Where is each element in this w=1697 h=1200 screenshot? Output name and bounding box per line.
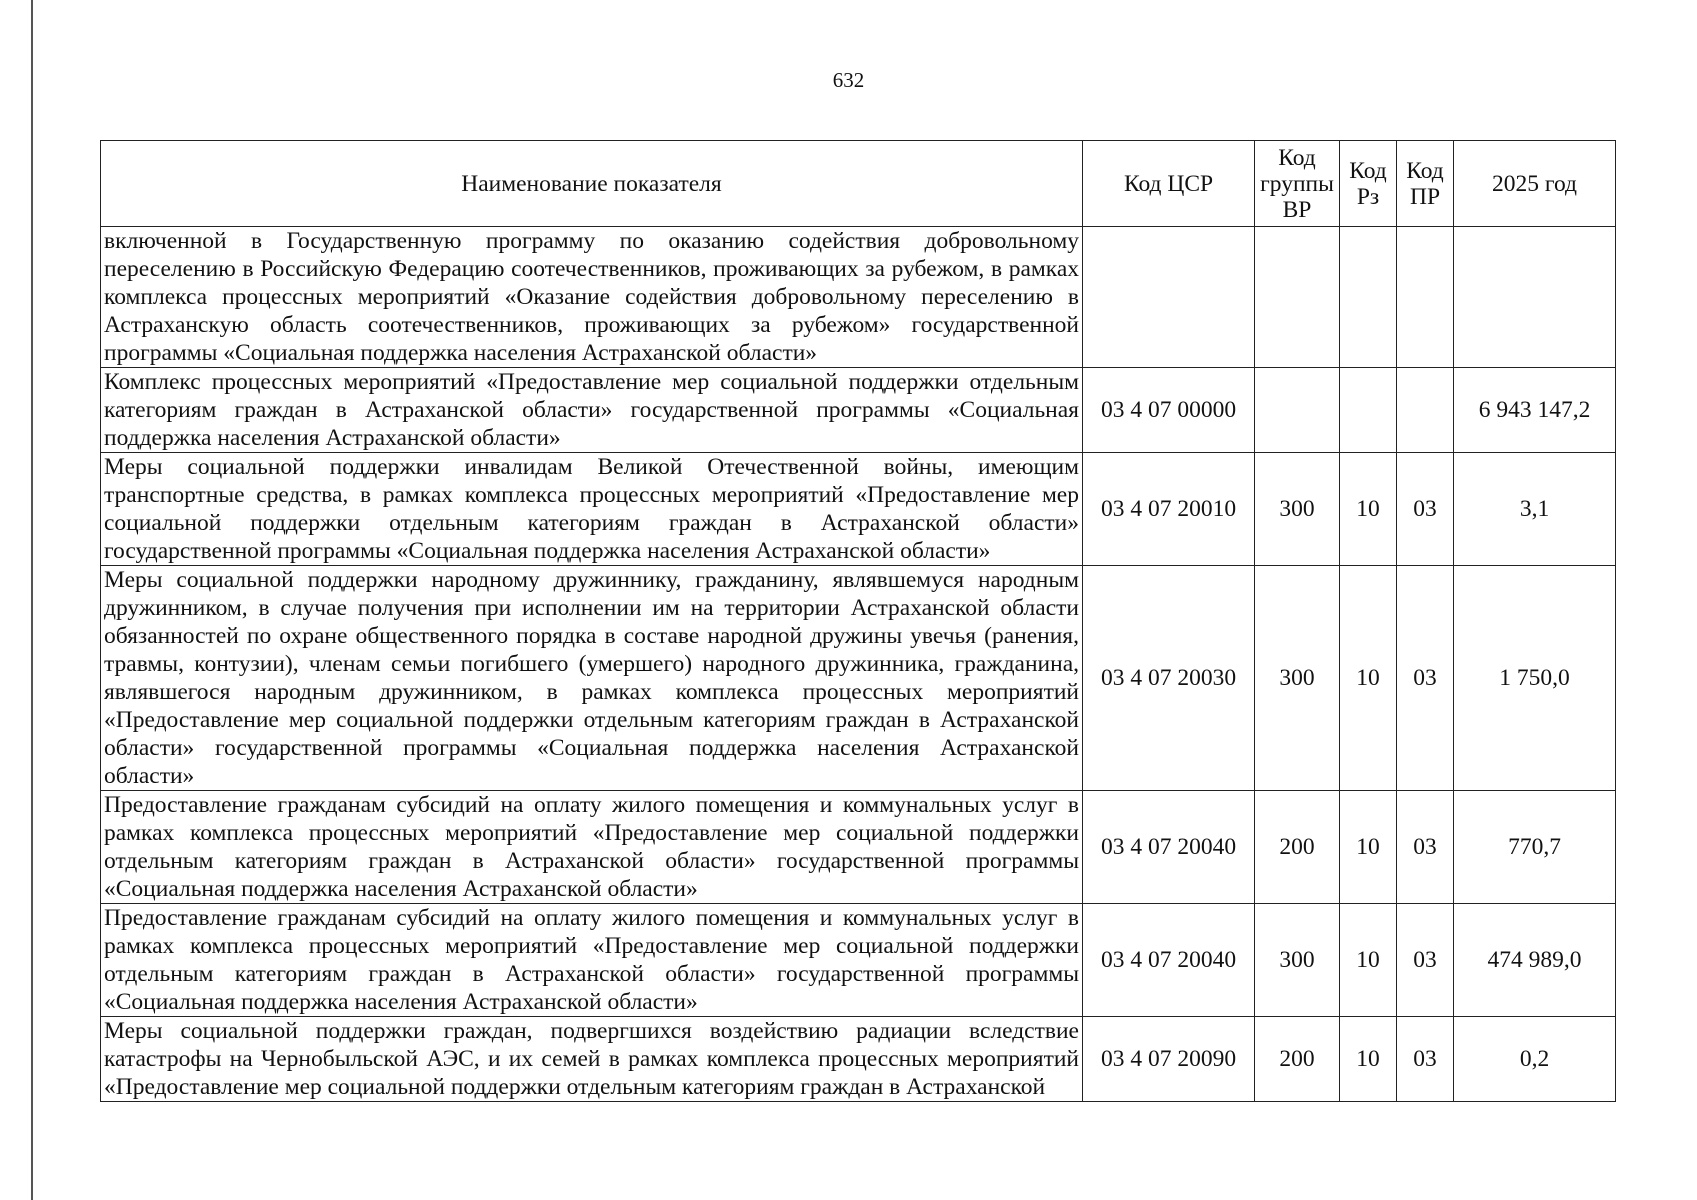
row-pr: 03 [1397, 453, 1454, 566]
row-pr: 03 [1397, 566, 1454, 791]
row-name: Комплекс процессных мероприятий «Предоставление мер социальной поддержки отдельным категориям граждан в Астраханской области» государственной программы «Социальная поддержка населения Астраханской области» [101, 368, 1083, 453]
row-rz: 10 [1340, 566, 1397, 791]
row-csr: 03 4 07 20010 [1083, 453, 1255, 566]
row-csr: 03 4 07 20030 [1083, 566, 1255, 791]
header-amount: 2025 год [1454, 141, 1616, 227]
table-row [101, 791, 1616, 904]
row-vr: 300 [1255, 566, 1340, 791]
row-rz: 10 [1340, 453, 1397, 566]
row-amount: 1 750,0 [1454, 566, 1616, 791]
row-vr: 200 [1255, 791, 1340, 904]
row-name: Меры социальной поддержки народному дружиннику, гражданину, являвшемуся народным дружинником, в случае получения при исполнении им на территории Астраханской области обязанностей по охране общественного порядка в составе народной дружины увечья (ранения, травмы, контузии), членам семьи погибшего (умершего) народного дружинника, гражданина, являвшегося народным дружинником, в рамках комплекса процессных мероприятий «Предоставление мер социальной поддержки отдельным категориям граждан в Астраханской области» государственной программы «Социальная поддержка населения Астраханской области» [101, 566, 1083, 791]
row-rz: 10 [1340, 1017, 1397, 1102]
row-pr [1397, 368, 1454, 453]
row-amount: 3,1 [1454, 453, 1616, 566]
row-csr: 03 4 07 20090 [1083, 1017, 1255, 1102]
header-name: Наименование показателя [101, 141, 1083, 227]
header-pr: Код ПР [1397, 141, 1454, 227]
table-row [101, 1017, 1616, 1102]
table-row [101, 368, 1616, 453]
row-amount [1454, 227, 1616, 368]
row-pr: 03 [1397, 904, 1454, 1017]
row-amount: 474 989,0 [1454, 904, 1616, 1017]
row-pr [1397, 227, 1454, 368]
page-number: 632 [832, 68, 865, 92]
row-amount: 6 943 147,2 [1454, 368, 1616, 453]
table-row [101, 453, 1616, 566]
row-rz: 10 [1340, 904, 1397, 1017]
table-row [101, 566, 1616, 791]
row-csr [1083, 227, 1255, 368]
row-vr: 300 [1255, 453, 1340, 566]
row-rz [1340, 227, 1397, 368]
row-vr [1255, 368, 1340, 453]
row-vr [1255, 227, 1340, 368]
table-row [101, 904, 1616, 1017]
row-name: Предоставление гражданам субсидий на оплату жилого помещения и коммунальных услуг в рамках комплекса процессных мероприятий «Предоставление мер социальной поддержки отдельным категориям граждан в Астраханской области» государственной программы «Социальная поддержка населения Астраханской области» [101, 791, 1083, 904]
row-pr: 03 [1397, 791, 1454, 904]
page-margin-rule [31, 0, 33, 1200]
table-header-row [101, 141, 1616, 227]
table-row [101, 227, 1616, 368]
row-amount: 0,2 [1454, 1017, 1616, 1102]
row-csr: 03 4 07 00000 [1083, 368, 1255, 453]
row-vr: 200 [1255, 1017, 1340, 1102]
row-rz [1340, 368, 1397, 453]
row-csr: 03 4 07 20040 [1083, 904, 1255, 1017]
row-name: Меры социальной поддержки граждан, подвергшихся воздействию радиации вследствие катастрофы на Чернобыльской АЭС, и их семей в рамках комплекса процессных мероприятий «Предоставление мер социальной поддержки отдельным категориям граждан в Астраханской [101, 1017, 1083, 1102]
row-pr: 03 [1397, 1017, 1454, 1102]
header-vr: Код группы ВР [1255, 141, 1340, 227]
row-csr: 03 4 07 20040 [1083, 791, 1255, 904]
row-rz: 10 [1340, 791, 1397, 904]
row-name: Предоставление гражданам субсидий на оплату жилого помещения и коммунальных услуг в рамках комплекса процессных мероприятий «Предоставление мер социальной поддержки отдельным категориям граждан в Астраханской области» государственной программы «Социальная поддержка населения Астраханской области» [101, 904, 1083, 1017]
row-name: Меры социальной поддержки инвалидам Великой Отечественной войны, имеющим транспортные средства, в рамках комплекса процессных мероприятий «Предоставление мер социальной поддержки отдельным категориям граждан в Астраханской области» государственной программы «Социальная поддержка населения Астраханской области» [101, 453, 1083, 566]
row-amount: 770,7 [1454, 791, 1616, 904]
header-rz: Код Рз [1340, 141, 1397, 227]
row-name: включенной в Государственную программу по оказанию содействия добровольному переселению в Российскую Федерацию соотечественников, проживающих за рубежом, в рамках комплекса процессных мероприятий «Оказание содействия добровольному переселению в Астраханскую область соотечественников, проживающих за рубежом» государственной программы «Социальная поддержка населения Астраханской области» [101, 227, 1083, 368]
header-csr: Код ЦСР [1083, 141, 1255, 227]
row-vr: 300 [1255, 904, 1340, 1017]
budget-table [100, 140, 1616, 1102]
